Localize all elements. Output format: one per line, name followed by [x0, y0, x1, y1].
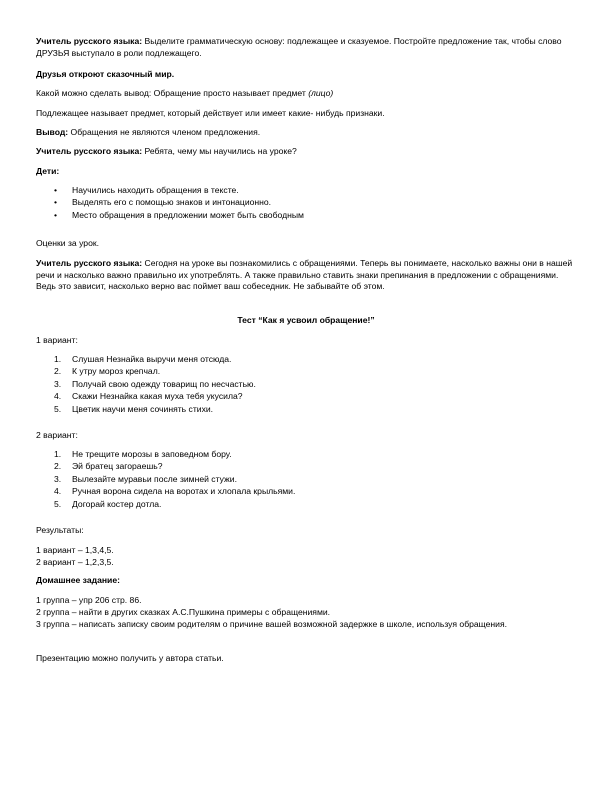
list-item: [36, 197, 576, 209]
list-item: [36, 449, 576, 461]
result-line: 1 вариант – 1,3,4,5.: [36, 545, 114, 555]
paragraph-text: Ребята, чему мы научились на уроке?: [142, 146, 297, 156]
list-item: [36, 404, 576, 416]
list-item-text: Место обращения в предложении может быть свободным: [72, 209, 304, 220]
paragraph-subject-definition: Подлежащее называет предмет, который действует или имеет какие- нибудь признаки.: [36, 108, 385, 118]
list-item: [36, 354, 576, 366]
list-item: [36, 366, 576, 378]
list-item-text: Догорай костер дотла.: [72, 498, 162, 509]
test-title: Тест “Как я усвоил обращение!”: [237, 315, 375, 325]
item-number: 2.: [54, 461, 62, 472]
result-line: 2 вариант – 1,2,3,5.: [36, 557, 114, 567]
speaker-label: Учитель русского языка:: [36, 258, 143, 268]
variant-2-list: [36, 449, 576, 511]
grades-line: Оценки за урок.: [36, 238, 99, 248]
list-item-text: Эй братец загораешь?: [72, 461, 163, 472]
list-item: [36, 486, 576, 498]
paragraph-text: Обращения не являются членом предложения.: [68, 127, 261, 137]
homework-line: 2 группа – найти в других сказках А.С.Пушкина примеры с обращениями.: [36, 607, 331, 617]
variant-1-label: 1 вариант:: [36, 335, 78, 345]
item-number: 3.: [54, 378, 62, 389]
list-item: [36, 461, 576, 473]
children-label: Дети:: [36, 166, 60, 176]
paragraph-conclusion: [36, 127, 576, 139]
results-label: Результаты:: [36, 525, 84, 535]
paragraph-teacher-summary: [36, 258, 576, 293]
homework-label: Домашнее задание:: [36, 575, 120, 585]
paragraph-teacher-question: [36, 146, 576, 158]
speaker-label: Учитель русского языка:: [36, 36, 143, 46]
list-item: [36, 185, 576, 197]
list-item-text: Научились находить обращения в тексте.: [72, 185, 239, 195]
list-item-text: Выделять его с помощью знаков и интонационно.: [72, 197, 272, 208]
list-item-text: К утру мороз крепчал.: [72, 366, 161, 377]
list-item-text: Не трещите морозы в заповедном бору.: [72, 449, 232, 459]
example-sentence: Друзья откроют сказочный мир.: [36, 69, 175, 79]
speaker-label: Учитель русского языка:: [36, 146, 143, 156]
list-item-text: Вылезайте муравьи после зимней стужи.: [72, 473, 237, 484]
list-item: [36, 391, 576, 403]
list-item: [36, 474, 576, 486]
list-item-text: Получай свою одежду товарищ по несчастью.: [72, 378, 256, 389]
item-number: 5.: [54, 498, 62, 509]
item-number: 4.: [54, 391, 62, 402]
bullet-icon: •: [54, 197, 58, 208]
item-number: 1.: [54, 449, 62, 459]
list-item: [36, 379, 576, 391]
footer-note: Презентацию можно получить у автора статьи.: [36, 653, 224, 663]
item-number: 5.: [54, 403, 62, 414]
paragraph-conclusion-question: [36, 88, 576, 100]
italic-note: (лицо): [308, 88, 334, 98]
homework-line: 3 группа – написать записку своим родителям о причине вашей возможной задержке в школе, используя обращения.: [36, 619, 508, 629]
list-item: [36, 499, 576, 511]
list-item-text: Цветик научи меня сочинять стихи.: [72, 403, 214, 414]
homework-line: 1 группа – упр 206 стр. 86.: [36, 595, 142, 605]
item-number: 1.: [54, 354, 62, 364]
variant-1-list: [36, 354, 576, 416]
item-number: 3.: [54, 473, 62, 484]
bullet-list: [36, 185, 576, 222]
item-number: 2.: [54, 366, 62, 377]
list-item: [36, 210, 576, 222]
list-item-text: Скажи Незнайка какая муха тебя укусила?: [72, 391, 243, 402]
paragraph-text: Выделите грамматическую основу: подлежащее и сказуемое. Постройте предложение так, чтобы слово ДРУЗЬЯ выступало в роли подлежащего.: [36, 36, 562, 58]
paragraph-teacher-task: [36, 36, 576, 59]
paragraph-text: Какой можно сделать вывод: Обращение просто называет предмет: [36, 88, 309, 98]
variant-2-label: 2 вариант:: [36, 430, 78, 440]
bullet-icon: •: [54, 185, 58, 195]
bullet-icon: •: [54, 209, 58, 220]
conclusion-label: Вывод:: [36, 127, 69, 137]
list-item-text: Слушая Незнайка выручи меня отсюда.: [72, 354, 232, 364]
list-item-text: Ручная ворона сидела на воротах и хлопала крыльями.: [72, 486, 296, 497]
item-number: 4.: [54, 486, 62, 497]
paragraph-text: Сегодня на уроке вы познакомились с обращениями. Теперь вы понимаете, насколько важны они в нашей речи и насколько важно правильно их употреблять. А также правильно ставить знаки препинания в предложении с обращениями. Ведь это зависит, насколько верно вас поймет ваш собеседник. Не забывайте об этом.: [36, 258, 573, 292]
